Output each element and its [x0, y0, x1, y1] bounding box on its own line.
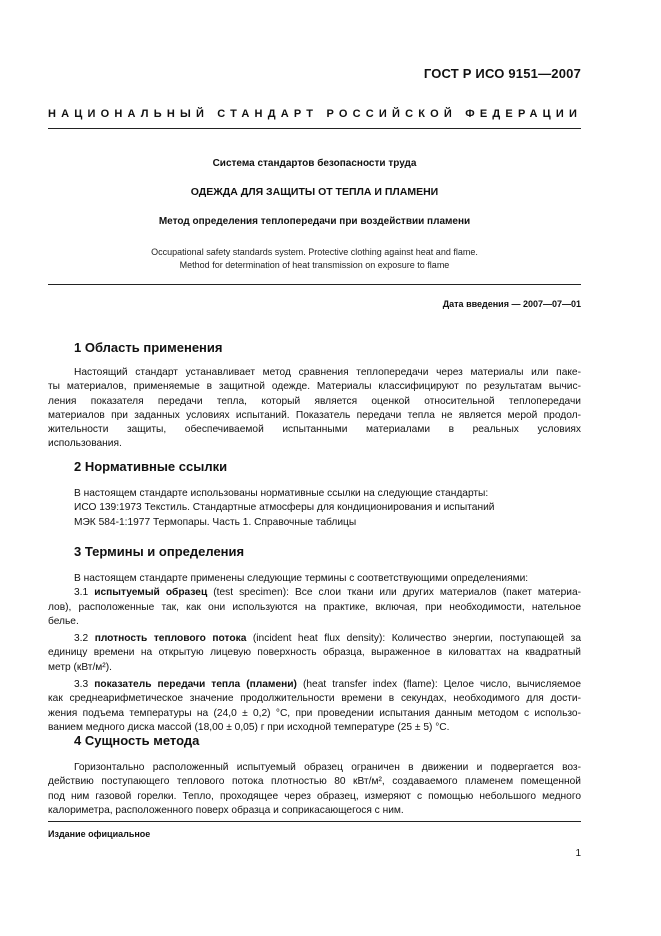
section-4-heading: 4 Сущность метода [74, 733, 200, 748]
s1-line: ления показателя передачи тепла, который является оценкой относительной теплопередачи [48, 395, 581, 407]
term-3-2-line: метр (кВт/м²). [48, 661, 112, 673]
term-3-1 [74, 586, 581, 600]
term-definition: (heat transfer index (flame): Целое число, вычисляемое [296, 679, 581, 691]
section-1-body [48, 366, 581, 452]
title-en-line2: Method for determination of heat transmission on exposure to flame [179, 260, 450, 270]
term-3-3-line: как среднеарифметическое значение продолжительности времени в секундах, необходимого для дости- [48, 693, 581, 705]
term-3-1-line: белье. [48, 615, 79, 627]
s4-line: Горизонтально расположенный испытуемый образец ограничен в движении и подвергается воз- [74, 762, 581, 773]
page-number: 1 [575, 848, 581, 859]
term-3-2 [74, 632, 581, 646]
term-number: 3.2 [74, 633, 95, 645]
s3-intro: В настоящем стандарте применены следующие термины с соответствующими определениями: [74, 573, 529, 584]
term-3-3-line: ванием медного диска массой (18,00 ± 0,05) г при исходной температуре (25 ± 5) °С. [48, 721, 450, 733]
s4-line: калориметра, расположенного поверх образца и соприкасающегося с ним. [48, 804, 404, 816]
top-rule [48, 128, 581, 129]
term-number: 3.1 [74, 587, 95, 599]
s1-line: использования. [48, 438, 122, 450]
doc-number: ГОСТ Р ИСО 9151—2007 [423, 66, 581, 81]
term-name: показатель передачи тепла (пламени) [94, 679, 297, 691]
term-3-3 [74, 678, 581, 692]
s2-line: В настоящем стандарте использованы нормативные ссылки на следующие стандарты: [74, 488, 489, 499]
s1-line: Настоящий стандарт устанавливает метод сравнения теплопередачи через материалы или паке- [74, 367, 581, 378]
s2-line: МЭК 584-1:1977 Термопары. Часть 1. Справочные таблицы [74, 516, 357, 528]
s1-line: материалов при заданных условиях испытаний. Показатель передачи тепла не является мерой продол- [48, 409, 581, 421]
title-main: ОДЕЖДА ДЛЯ ЗАЩИТЫ ОТ ТЕПЛА И ПЛАМЕНИ [190, 186, 439, 198]
section-3-heading: 3 Термины и определения [74, 544, 245, 559]
term-name: испытуемый образец [94, 587, 208, 599]
term-3-1-line: лов), расположенные так, как они используются на практике, включая, при необходимости, нательное [48, 601, 581, 613]
date-intro: Дата введения — 2007—07—01 [442, 299, 581, 309]
term-3-2-line: единицу времени на открытую лицевую поверхность образца, выраженное в киловаттах на квадратный [48, 647, 581, 659]
footer-rule [48, 821, 581, 822]
s1-line: ты материалов, применяемые в защитной одежде. Материалы классифицируют по результатам вычис- [48, 381, 581, 393]
national-standard-banner: НАЦИОНАЛЬНЫЙ СТАНДАРТ РОССИЙСКОЙ ФЕДЕРАЦИИ [48, 108, 583, 120]
s4-line: действию поступающего теплового потока плотностью 80 кВт/м², создаваемого пламенем помещенной [48, 776, 581, 788]
section-4-body [48, 761, 581, 818]
term-name: плотность теплового потока [94, 633, 247, 645]
term-3-3-line: жения подъема температуры на (24,0 ± 0,2) °С, при проведении испытания данным методом с использо- [48, 707, 581, 719]
section-2-heading: 2 Нормативные ссылки [74, 459, 228, 474]
title-rule [48, 284, 581, 285]
s2-line: ИСО 139:1973 Текстиль. Стандартные атмосферы для кондиционирования и испытаний [74, 502, 495, 514]
section-1-heading: 1 Область применения [74, 340, 223, 355]
term-number: 3.3 [74, 679, 95, 691]
section-2-body [74, 487, 581, 530]
section-3-body [48, 572, 581, 735]
title-en-line1: Occupational safety standards system. Protective clothing against heat and flame. [151, 247, 478, 257]
edition-note: Издание официальное [48, 829, 151, 839]
s4-line: под ним газовой горелки. Тепло, проходящее через образец, измеряют с помощью небольшого медного [48, 790, 581, 802]
title-method: Метод определения теплопередачи при воздействии пламени [158, 216, 471, 227]
term-definition: (test specimen): Все слои ткани или других материалов (пакет материа- [207, 587, 581, 599]
term-definition: (incident heat flux density): Количество энергии, поступающей за [246, 633, 581, 645]
title-system: Система стандартов безопасности труда [212, 158, 417, 169]
s1-line: жительности защиты, обеспечиваемой испытанными материалами в реальных условиях [48, 424, 581, 436]
